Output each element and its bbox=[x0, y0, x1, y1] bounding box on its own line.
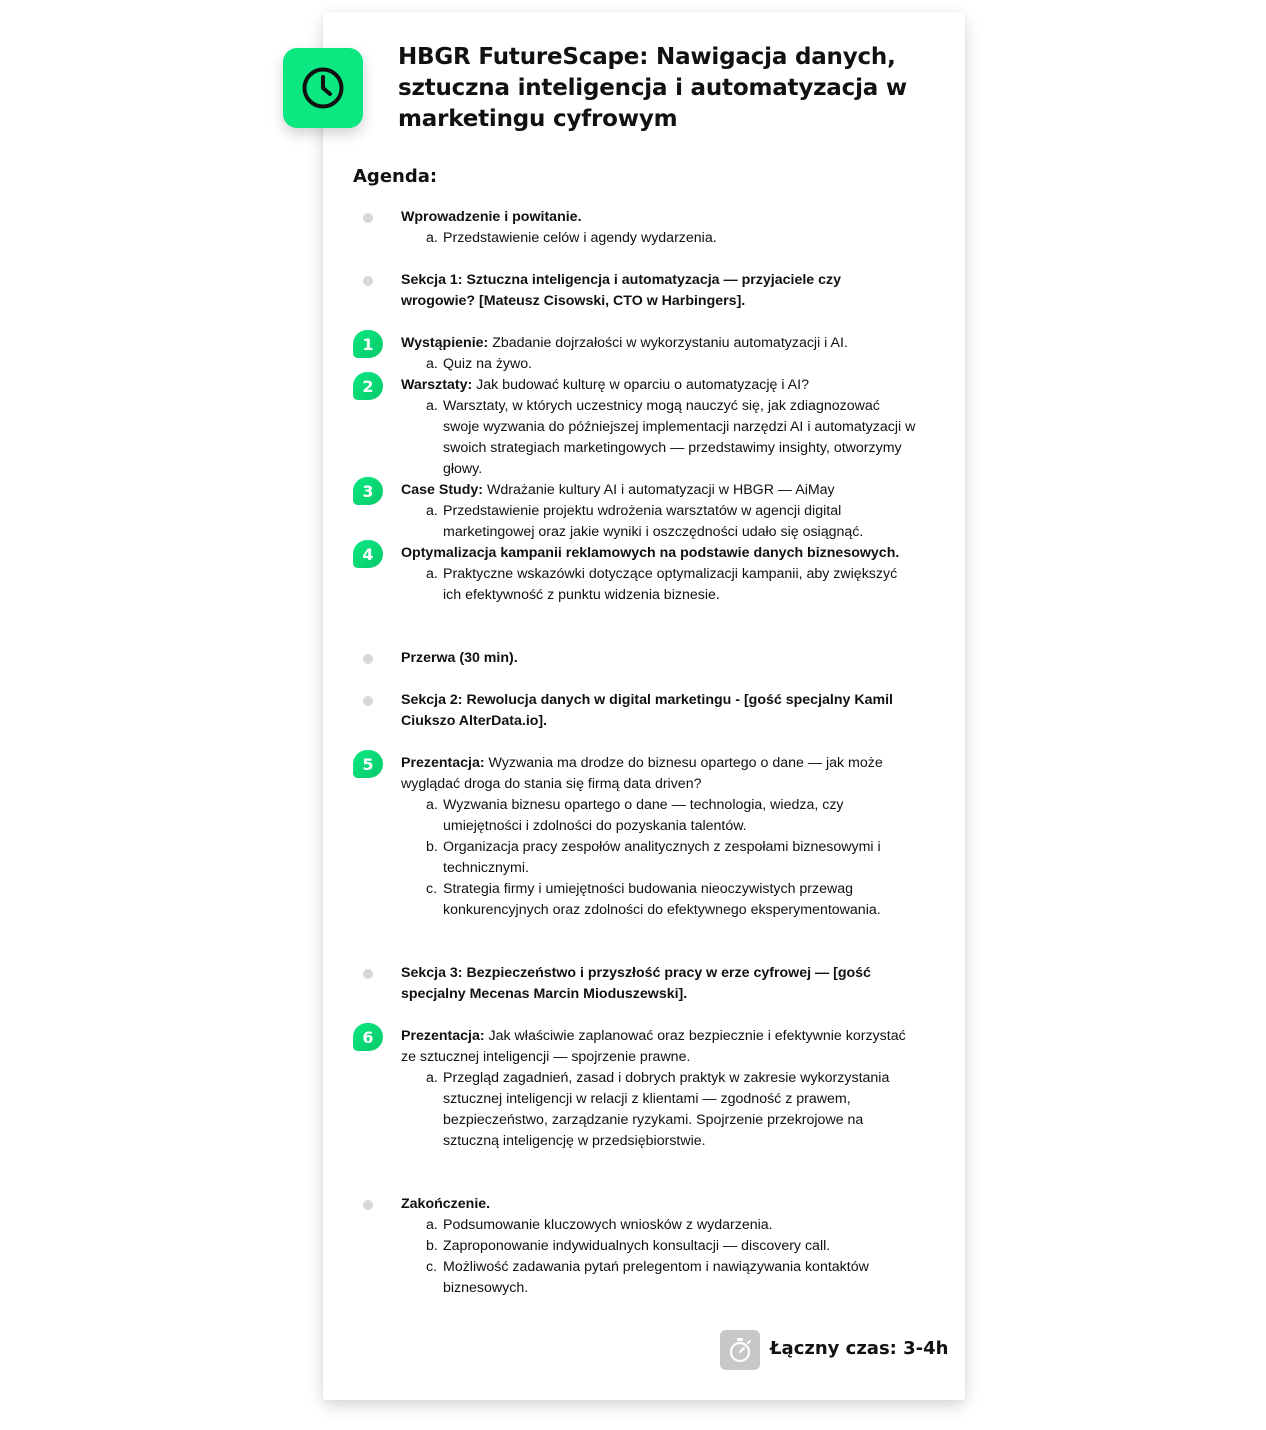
step-number-badge: 4 bbox=[353, 540, 383, 568]
footer-icon-box bbox=[720, 1330, 760, 1370]
sub-item: a. Warsztaty, w których uczestnicy mogą nauczyć się, jak zdiagnozować swoje wyzwania do późniejszej implementacji narzędzi AI i automatyzacji w swoich strategiach marketingowych — przedstawimy insighty, otworzymy głowy. bbox=[426, 398, 916, 477]
total-time-label: Łączny czas: 3-4h bbox=[770, 1338, 949, 1359]
agenda-heading: Agenda: bbox=[353, 166, 438, 187]
agenda-item bbox=[401, 1026, 916, 1152]
item-title: Case Study: bbox=[401, 482, 483, 498]
bullet-dot bbox=[363, 654, 373, 664]
sub-item: a. Przegląd zagadnień, zasad i dobrych praktyk w zakresie wykorzystania sztucznej inteligencji w relacji z klientami — zgodność z prawem, bezpieczeństwo, zarządzanie ryzykami. Spojrzenie przekrojowe na sztuczną inteligencję w przedsiębiorstwie. bbox=[426, 1070, 890, 1149]
item-text: Jak budować kulturę w oparciu o automatyzację i AI? bbox=[472, 377, 809, 393]
sub-item: c. Możliwość zadawania pytań prelegentom i nawiązywania kontaktów biznesowych. bbox=[426, 1259, 869, 1296]
item-title: Przerwa (30 min). bbox=[401, 650, 518, 666]
item-title: Zakończenie. bbox=[401, 1196, 491, 1212]
item-text: Wyzwania ma drodze do biznesu opartego o dane — jak może wyglądać droga do stania się firmą data driven? bbox=[401, 755, 883, 792]
sub-item: a. Quiz na żywo. bbox=[426, 356, 533, 372]
bullet-dot bbox=[363, 276, 373, 286]
sub-item: a. Przedstawienie projektu wdrożenia warsztatów w agencji digital marketingowej oraz jakie wyniki i oszczędności udało się osiągnąć. bbox=[426, 503, 864, 540]
clock-icon bbox=[300, 65, 346, 111]
step-number-badge: 1 bbox=[353, 330, 383, 358]
bullet-dot bbox=[363, 213, 373, 223]
agenda-item bbox=[401, 333, 916, 375]
item-title: Prezentacja: bbox=[401, 755, 485, 771]
step-number-badge: 2 bbox=[353, 372, 383, 400]
item-title: Sekcja 2: Rewolucja danych w digital marketingu - [gość specjalny Kamil Ciukszo AlterData.io]. bbox=[401, 692, 893, 729]
sub-item: a. Praktyczne wskazówki dotyczące optymalizacji kampanii, aby zwiększyć ich efektywność z punktu widzenia biznesie. bbox=[426, 566, 898, 603]
sub-item: a. Wyzwania biznesu opartego o dane — technologia, wiedza, czy umiejętności i zdolności do pozyskania talentów. bbox=[426, 797, 844, 834]
agenda-item bbox=[401, 207, 916, 249]
item-text: Jak właściwie zaplanować oraz bezpiecznie i efektywnie korzystać ze sztucznej inteligencji — spojrzenie prawne. bbox=[401, 1028, 906, 1065]
sub-item: a. Podsumowanie kluczowych wniosków z wydarzenia. bbox=[426, 1217, 773, 1233]
step-number-badge: 5 bbox=[353, 750, 383, 778]
agenda-item bbox=[401, 690, 916, 732]
sub-item: a. Przedstawienie celów i agendy wydarzenia. bbox=[426, 230, 717, 246]
agenda-item bbox=[401, 963, 916, 1005]
agenda-item bbox=[401, 270, 916, 312]
item-title: Optymalizacja kampanii reklamowych na podstawie danych biznesowych. bbox=[401, 545, 900, 561]
sub-item: c. Strategia firmy i umiejętności budowania nieoczywistych przewag konkurencyjnych oraz zdolności do efektywnego eksperymentowania. bbox=[426, 881, 881, 918]
agenda-item bbox=[401, 648, 916, 669]
item-title: Wystąpienie: bbox=[401, 335, 489, 351]
item-title: Prezentacja: bbox=[401, 1028, 485, 1044]
item-text: Wdrażanie kultury AI i automatyzacji w HBGR — AiMay bbox=[483, 482, 835, 498]
step-number-badge: 6 bbox=[353, 1023, 383, 1051]
sub-item: b. Zaproponowanie indywidualnych konsultacji — discovery call. bbox=[426, 1238, 831, 1254]
bullet-dot bbox=[363, 1200, 373, 1210]
step-number-badge: 3 bbox=[353, 477, 383, 505]
item-text: Zbadanie dojrzałości w wykorzystaniu automatyzacji i AI. bbox=[488, 335, 848, 351]
clock-badge bbox=[283, 48, 363, 128]
agenda-item bbox=[401, 543, 916, 606]
item-title: Sekcja 3: Bezpieczeństwo i przyszłość pracy w erze cyfrowej — [gość specjalny Mecenas Marcin Mioduszewski]. bbox=[401, 965, 871, 1002]
agenda-item bbox=[401, 480, 916, 543]
agenda-item bbox=[401, 753, 916, 921]
agenda-item bbox=[401, 375, 916, 480]
item-title: Warsztaty: bbox=[401, 377, 473, 393]
item-title: Wprowadzenie i powitanie. bbox=[401, 209, 582, 225]
item-title: Sekcja 1: Sztuczna inteligencja i automatyzacja — przyjaciele czy wrogowie? [Mateusz Cisowski, CTO w Harbingers]. bbox=[401, 272, 841, 309]
bullet-dot bbox=[363, 696, 373, 706]
stopwatch-icon bbox=[727, 1337, 753, 1363]
bullet-dot bbox=[363, 969, 373, 979]
agenda-item bbox=[401, 1194, 916, 1299]
page-title: HBGR FutureScape: Nawigacja danych, sztuczna inteligencja i automatyzacja w marketingu cyfrowym bbox=[398, 44, 907, 132]
sub-item: b. Organizacja pracy zespołów analitycznych z zespołami biznesowymi i technicznymi. bbox=[426, 839, 881, 876]
